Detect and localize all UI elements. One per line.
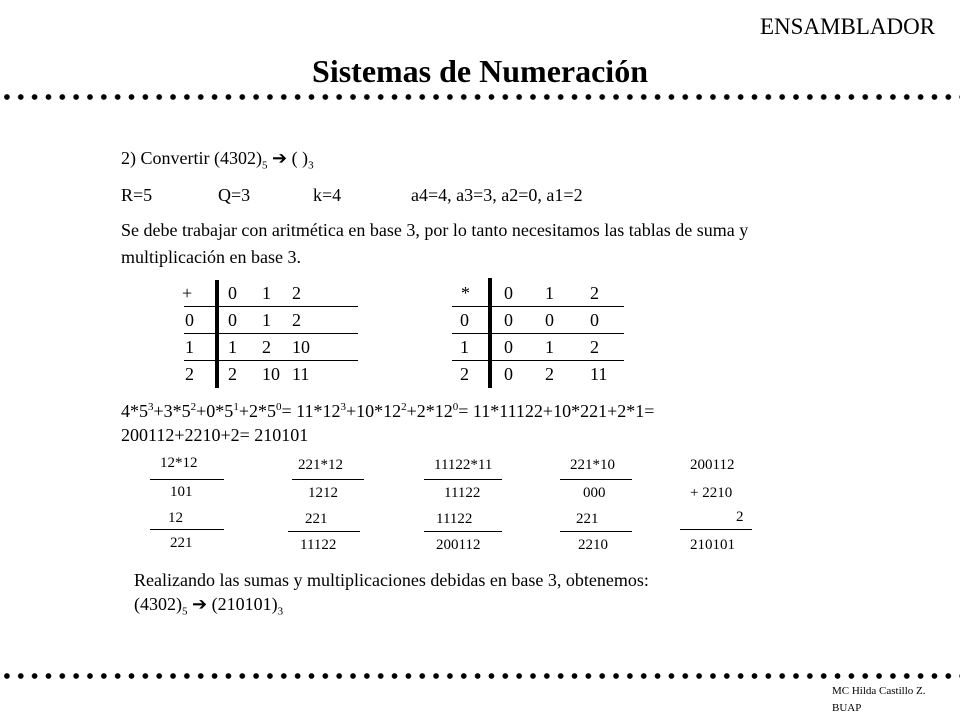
arrow-icon: ➔ bbox=[271, 148, 288, 168]
sum-table-cell: 2 bbox=[228, 364, 237, 384]
calculation-line: 11122 bbox=[436, 511, 473, 527]
calculation-rule bbox=[560, 479, 632, 480]
sum-table-cell: + bbox=[182, 283, 193, 303]
sum-table-rule bbox=[184, 306, 358, 307]
mul-table-rule bbox=[452, 306, 624, 307]
expansion-line-2: 200112+2210+2= 210101 bbox=[121, 425, 309, 445]
sum-table-cell: 11 bbox=[292, 364, 310, 384]
expansion-exponent: 0 bbox=[452, 401, 459, 413]
dotted-divider-bottom bbox=[0, 672, 960, 680]
calculation-head: 221*12 bbox=[298, 457, 343, 473]
conclusion-line-2 bbox=[134, 594, 283, 618]
sum-table-cell: 2 bbox=[292, 310, 301, 330]
sum-table-cell: 1 bbox=[262, 310, 271, 330]
calculation-line: 11122 bbox=[444, 485, 481, 501]
mul-table-rule bbox=[452, 333, 624, 334]
problem-prefix: 2) Convertir (4302) bbox=[121, 148, 262, 168]
sum-table-cell: 1 bbox=[228, 337, 237, 357]
calculation-head: 200112 bbox=[690, 457, 735, 473]
conclusion-base-to: 3 bbox=[277, 605, 284, 618]
sum-table-cell: 0 bbox=[228, 310, 237, 330]
sum-table-cell: 10 bbox=[262, 364, 280, 384]
calculation-line: 221 bbox=[170, 535, 193, 551]
mul-table-cell: 1 bbox=[545, 337, 554, 357]
calculation-block bbox=[560, 455, 640, 555]
conclusion-to: (210101) bbox=[207, 594, 278, 614]
mul-table-cell: 0 bbox=[590, 310, 599, 330]
calculation-line: 1212 bbox=[308, 485, 338, 501]
calculation-line: + 2210 bbox=[690, 485, 733, 501]
problem-base-from: 5 bbox=[261, 159, 268, 172]
sum-table-cell: 1 bbox=[185, 337, 194, 357]
calculation-line: 12 bbox=[168, 510, 183, 526]
calculation-rule bbox=[424, 531, 502, 532]
expansion-term: +2*12 bbox=[406, 401, 453, 421]
intro-line-1: Se debe trabajar con aritmética en base 3, por lo tanto necesitamos las tablas de suma y bbox=[121, 220, 749, 240]
intro-line-2: multiplicación en base 3. bbox=[121, 247, 301, 267]
calculation-rule bbox=[424, 479, 502, 480]
expansion-line-1 bbox=[121, 401, 654, 422]
calculation-head: 11122*11 bbox=[434, 457, 493, 473]
expansion-exponent: 3 bbox=[148, 401, 154, 413]
calculation-line: 221 bbox=[576, 511, 599, 527]
expansion-exponent: 2 bbox=[401, 401, 407, 413]
mul-table-cell: 11 bbox=[590, 364, 608, 384]
mul-table-cell: 2 bbox=[590, 283, 599, 303]
arrow-icon: ➔ bbox=[192, 594, 208, 614]
sum-table-cell: 2 bbox=[262, 337, 271, 357]
calculation-head: 12*12 bbox=[160, 455, 198, 471]
expansion-exponent: 2 bbox=[190, 401, 197, 413]
sum-table bbox=[176, 280, 358, 388]
calculation-block bbox=[424, 455, 514, 555]
calculation-line: 200112 bbox=[436, 537, 481, 553]
calculation-rule bbox=[288, 531, 360, 532]
expansion-term: 4*5 bbox=[121, 401, 148, 421]
mul-table-cell: 0 bbox=[504, 283, 513, 303]
expansion-term: +3*5 bbox=[153, 401, 191, 421]
calculation-line: 000 bbox=[583, 485, 606, 501]
calculation-line: 101 bbox=[170, 484, 193, 500]
sum-table-separator bbox=[215, 280, 219, 388]
calculation-line: 210101 bbox=[690, 537, 735, 553]
footer-org: BUAP bbox=[832, 702, 862, 714]
mul-table-cell: 2 bbox=[460, 364, 469, 384]
mul-table-cell: 2 bbox=[545, 364, 554, 384]
expansion-term: +10*12 bbox=[345, 401, 402, 421]
expansion-term: = 11*12 bbox=[281, 401, 341, 421]
page-title: Sistemas de Numeración bbox=[312, 53, 648, 89]
problem-base-to: 3 bbox=[308, 159, 314, 172]
calculation-line: 11122 bbox=[300, 537, 337, 553]
param-q: Q=3 bbox=[218, 185, 251, 205]
sum-table-rule bbox=[184, 333, 358, 334]
expansion-term: +0*5 bbox=[196, 401, 234, 421]
mul-table-cell: 2 bbox=[590, 337, 599, 357]
problem-statement bbox=[121, 148, 314, 172]
calculation-rule bbox=[292, 479, 364, 480]
calculation-block bbox=[680, 455, 760, 555]
expansion-term: = 11*11122+10*221+2*1= bbox=[458, 401, 655, 421]
conclusion-from: (4302) bbox=[134, 594, 182, 614]
expansion-exponent: 1 bbox=[233, 401, 239, 413]
calculation-rule bbox=[680, 529, 752, 530]
conclusion-base-from: 5 bbox=[182, 605, 188, 618]
calculation-block bbox=[150, 455, 230, 555]
param-k: k=4 bbox=[313, 185, 342, 205]
expansion-exponent: 3 bbox=[340, 401, 346, 413]
expansion-exponent: 0 bbox=[275, 401, 282, 413]
calculation-head: 221*10 bbox=[570, 457, 615, 473]
calculation-line: 221 bbox=[305, 511, 328, 527]
param-coeffs: a4=4, a3=3, a2=0, a1=2 bbox=[411, 185, 583, 205]
footer bbox=[832, 683, 926, 717]
dotted-divider-top bbox=[0, 93, 960, 101]
calculation-block bbox=[288, 455, 378, 555]
calculation-line: 2210 bbox=[578, 537, 608, 553]
sum-table-cell: 2 bbox=[185, 364, 194, 384]
mul-table-cell: 1 bbox=[460, 337, 469, 357]
mul-table-separator bbox=[488, 278, 492, 388]
calculation-line: 2 bbox=[736, 509, 744, 525]
sum-table-cell: 1 bbox=[262, 283, 271, 303]
problem-middle: ( ) bbox=[287, 148, 309, 168]
header-label: ENSAMBLADOR bbox=[760, 14, 936, 39]
mul-table-cell: 0 bbox=[545, 310, 554, 330]
expansion-term: +2*5 bbox=[238, 401, 276, 421]
mul-table bbox=[452, 278, 624, 388]
mul-table-cell: 0 bbox=[504, 364, 513, 384]
sum-table-cell: 0 bbox=[185, 310, 194, 330]
conclusion-line-1: Realizando las sumas y multiplicaciones debidas en base 3, obtenemos: bbox=[134, 570, 649, 590]
mul-table-cell: 0 bbox=[504, 310, 513, 330]
mul-table-rule bbox=[452, 360, 624, 361]
calculation-rule bbox=[150, 529, 224, 530]
mul-table-cell: * bbox=[461, 283, 470, 303]
mul-table-cell: 0 bbox=[460, 310, 469, 330]
mul-table-cell: 1 bbox=[545, 283, 554, 303]
sum-table-cell: 0 bbox=[228, 283, 237, 303]
footer-author: MC Hilda Castillo Z. bbox=[832, 685, 926, 697]
param-r: R=5 bbox=[121, 185, 153, 205]
mul-table-cell: 0 bbox=[504, 337, 513, 357]
sum-table-rule bbox=[184, 360, 358, 361]
calculation-rule bbox=[560, 531, 632, 532]
sum-table-cell: 10 bbox=[292, 337, 310, 357]
calculation-rule bbox=[150, 479, 224, 480]
sum-table-cell: 2 bbox=[292, 283, 301, 303]
